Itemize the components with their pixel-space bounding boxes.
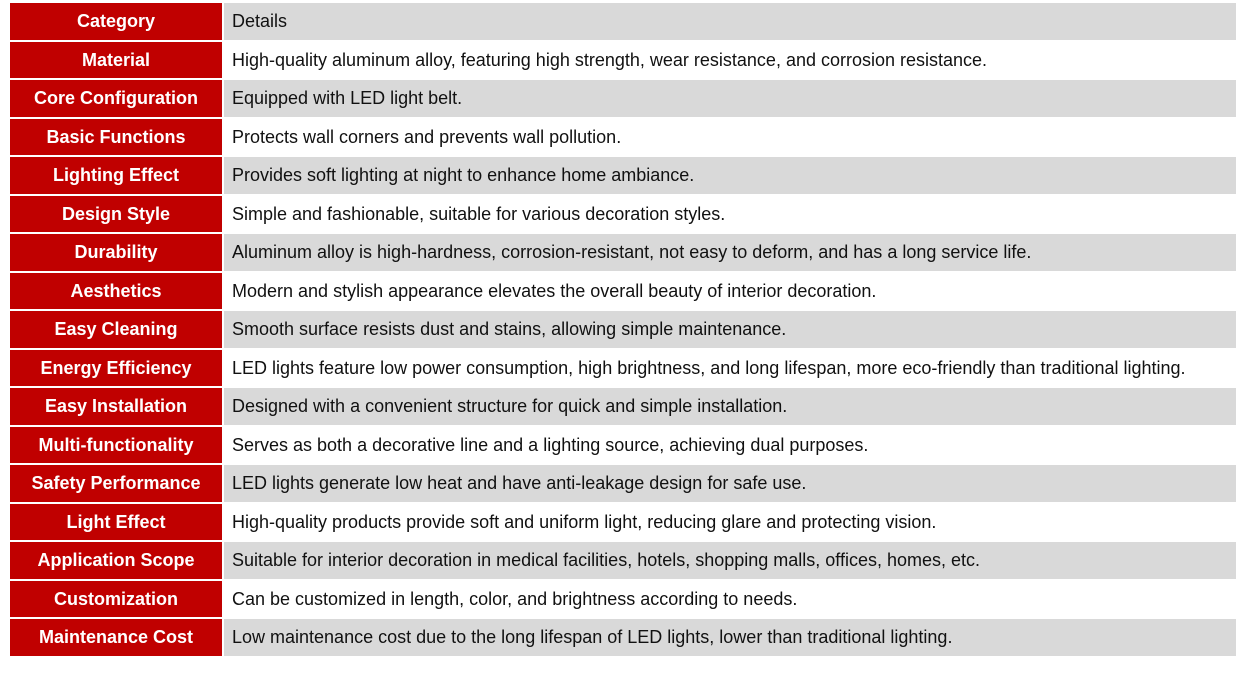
row-category: Durability	[10, 234, 224, 273]
row-category: Energy Efficiency	[10, 350, 224, 389]
row-category: Core Configuration	[10, 80, 224, 119]
row-details: High-quality aluminum alloy, featuring high strength, wear resistance, and corrosion resistance.	[224, 42, 1236, 81]
table-row	[10, 619, 1236, 658]
row-details: High-quality products provide soft and uniform light, reducing glare and protecting vision.	[224, 504, 1236, 543]
table-row	[10, 504, 1236, 543]
row-details: LED lights generate low heat and have anti-leakage design for safe use.	[224, 465, 1236, 504]
table-row	[10, 157, 1236, 196]
row-category: Basic Functions	[10, 119, 224, 158]
row-category: Design Style	[10, 196, 224, 235]
table-header-row	[10, 3, 1236, 42]
row-details: Modern and stylish appearance elevates the overall beauty of interior decoration.	[224, 273, 1236, 312]
row-category: Easy Cleaning	[10, 311, 224, 350]
row-details: Smooth surface resists dust and stains, allowing simple maintenance.	[224, 311, 1236, 350]
row-details: Low maintenance cost due to the long lifespan of LED lights, lower than traditional lighting.	[224, 619, 1236, 658]
table-row	[10, 273, 1236, 312]
table-row	[10, 542, 1236, 581]
row-category: Lighting Effect	[10, 157, 224, 196]
spec-table-body	[10, 3, 1236, 658]
row-category: Maintenance Cost	[10, 619, 224, 658]
table-row	[10, 465, 1236, 504]
table-row	[10, 42, 1236, 81]
row-details: LED lights feature low power consumption, high brightness, and long lifespan, more eco-friendly than traditional lighting.	[224, 350, 1236, 389]
row-category: Aesthetics	[10, 273, 224, 312]
row-category: Application Scope	[10, 542, 224, 581]
row-details: Designed with a convenient structure for quick and simple installation.	[224, 388, 1236, 427]
table-row	[10, 427, 1236, 466]
table-row	[10, 388, 1236, 427]
row-category: Light Effect	[10, 504, 224, 543]
row-details: Suitable for interior decoration in medical facilities, hotels, shopping malls, offices, homes, etc.	[224, 542, 1236, 581]
header-details: Details	[224, 3, 1236, 42]
row-category: Safety Performance	[10, 465, 224, 504]
table-row	[10, 119, 1236, 158]
row-details: Can be customized in length, color, and brightness according to needs.	[224, 581, 1236, 620]
row-details: Aluminum alloy is high-hardness, corrosion-resistant, not easy to deform, and has a long service life.	[224, 234, 1236, 273]
row-details: Equipped with LED light belt.	[224, 80, 1236, 119]
table-row	[10, 234, 1236, 273]
header-category: Category	[10, 3, 224, 42]
table-row	[10, 311, 1236, 350]
table-row	[10, 80, 1236, 119]
row-category: Multi-functionality	[10, 427, 224, 466]
row-details: Serves as both a decorative line and a lighting source, achieving dual purposes.	[224, 427, 1236, 466]
row-details: Protects wall corners and prevents wall pollution.	[224, 119, 1236, 158]
row-category: Easy Installation	[10, 388, 224, 427]
row-category: Customization	[10, 581, 224, 620]
spec-table	[10, 3, 1236, 658]
row-category: Material	[10, 42, 224, 81]
table-row	[10, 350, 1236, 389]
row-details: Provides soft lighting at night to enhance home ambiance.	[224, 157, 1236, 196]
row-details: Simple and fashionable, suitable for various decoration styles.	[224, 196, 1236, 235]
table-row	[10, 196, 1236, 235]
table-row	[10, 581, 1236, 620]
